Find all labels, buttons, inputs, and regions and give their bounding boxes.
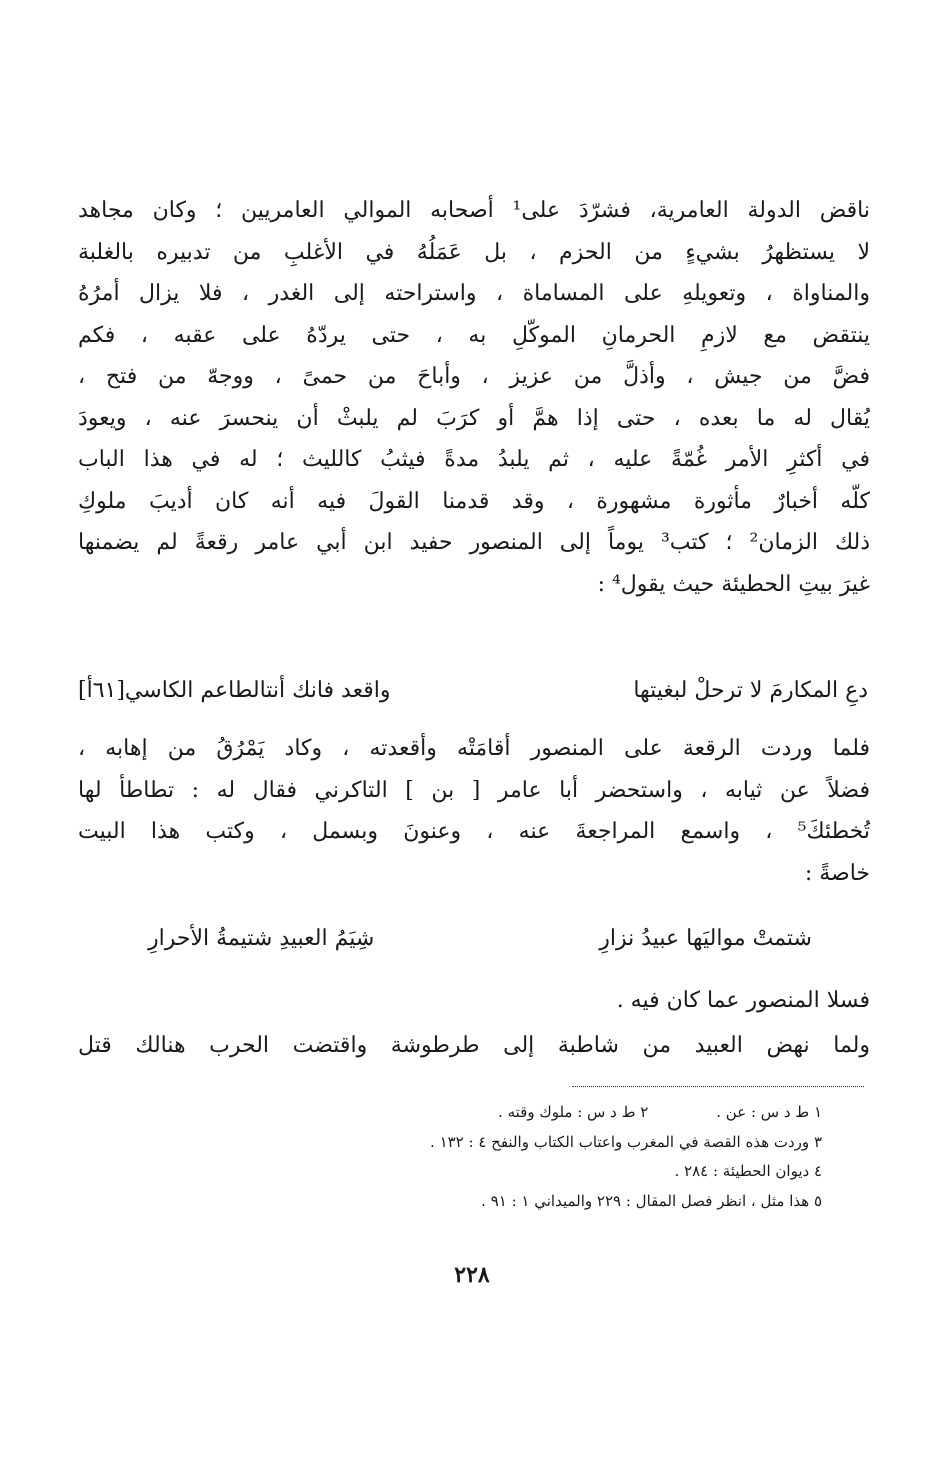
footnote: ٤ ديوان الحطيئة : ٢٨٤ . xyxy=(674,1162,822,1180)
verse-second-hemistich: واقعد فانك أنتالطاعم الكاسي[٦١أ] xyxy=(78,678,391,703)
footnotes xyxy=(122,1102,822,1220)
text-line: لا يستظهرُ بشيءٍ من الحزم ، بل عَمَلُهُ في الأغلبِ من تدبيره بالغلبة xyxy=(78,239,870,265)
second-paragraph xyxy=(78,736,870,902)
text-line: فلما وردت الرقعة على المنصور أقامَتْه وأقعدته ، وكاد يَمْرُقُ من إهابه ، xyxy=(78,736,870,761)
footnote: ٣ وردت هذه القصة في المغرب واعتاب الكتاب والنفح ٤ : ١٣٢ . xyxy=(430,1132,822,1151)
text-line: تُخطئكَ⁵ ، واسمع المراجعةَ عنه ، وعنونَ وبسمل ، وكتب هذا البيت xyxy=(78,819,870,844)
text-line: فسلا المنصور عما كان فيه . xyxy=(616,988,870,1013)
footnote: ١ ط د س : عن . xyxy=(716,1103,822,1121)
text-line: غيرَ بيتِ الحطيئة حيث يقول⁴ : xyxy=(597,571,870,597)
main-paragraph xyxy=(78,198,870,613)
verse-hutaya xyxy=(78,678,868,704)
third-paragraph xyxy=(78,988,870,1078)
text-line: والمناواة ، وتعويلهِ على المساماة ، واستراحته إلى الغدر ، فلا يزال أمرُهُ xyxy=(78,281,870,306)
verse-first-hemistich: دعِ المكارمَ لا ترحلْ لبغيتها xyxy=(633,678,868,703)
text-line: ينتقض مع لازمِ الحرمانِ الموكّلِ به ، حتى يردّهُ على عقبه ، فكم xyxy=(78,322,870,348)
verse-reply xyxy=(148,926,812,952)
text-line: فضلاً عن ثيابه ، واستحضر أبا عامر [ بن ] التاكرني فقال له : تطاطأ لها xyxy=(78,777,870,803)
text-line: كلّه أخبارٌ مأثورة مشهورة ، وقد قدمنا القولَ فيه أنه كان أديبَ ملوكِ xyxy=(78,488,870,514)
text-line: ناقض الدولة العامرية، فشرّدَ على¹ أصحابه الموالي العامريين ؛ وكان مجاهد xyxy=(78,198,870,223)
footnote: ٢ ط د س : ملوك وقته . xyxy=(498,1103,649,1121)
footnote-row xyxy=(122,1102,822,1122)
text-line: خاصةً : xyxy=(804,860,870,886)
text-line: ذلك الزمان² ؛ كتب³ يوماً إلى المنصور حفيد ابن أبي عامر رقعةً لم يضمنها xyxy=(78,530,870,555)
text-line: يُقال له ما بعده ، حتى إذا همَّ أو كرَبَ لم يلبثْ أن ينحسرَ عنه ، ويعودَ xyxy=(78,405,870,431)
text-line: ولما نهض العبيد من شاطبة إلى طرطوشة واقتضت الحرب هنالك قتل xyxy=(78,1033,870,1058)
footnote: ٥ هذا مثل ، انظر فصل المقال : ٢٢٩ والميداني ١ : ٩١ . xyxy=(481,1191,822,1210)
text-line: فضَّ من جيش ، وأذلَّ من عزيز ، وأباحَ من حمىً ، ووجهّ من فتح ، xyxy=(78,364,870,389)
verse-first-hemistich: شتمتْ مواليَها عبيدُ نزارِ xyxy=(599,926,812,951)
text-line: في أكثرِ الأمر غُمّةً عليه ، ثم يلبدُ مدةً فيثبُ كالليث ؛ له في هذا الباب xyxy=(78,447,870,472)
verse-second-hemistich: شِيَمُ العبيدِ شتيمةُ الأحرارِ xyxy=(148,926,375,951)
page-number: ٢٢٨ xyxy=(454,1262,490,1288)
footnote-divider xyxy=(572,1086,864,1087)
